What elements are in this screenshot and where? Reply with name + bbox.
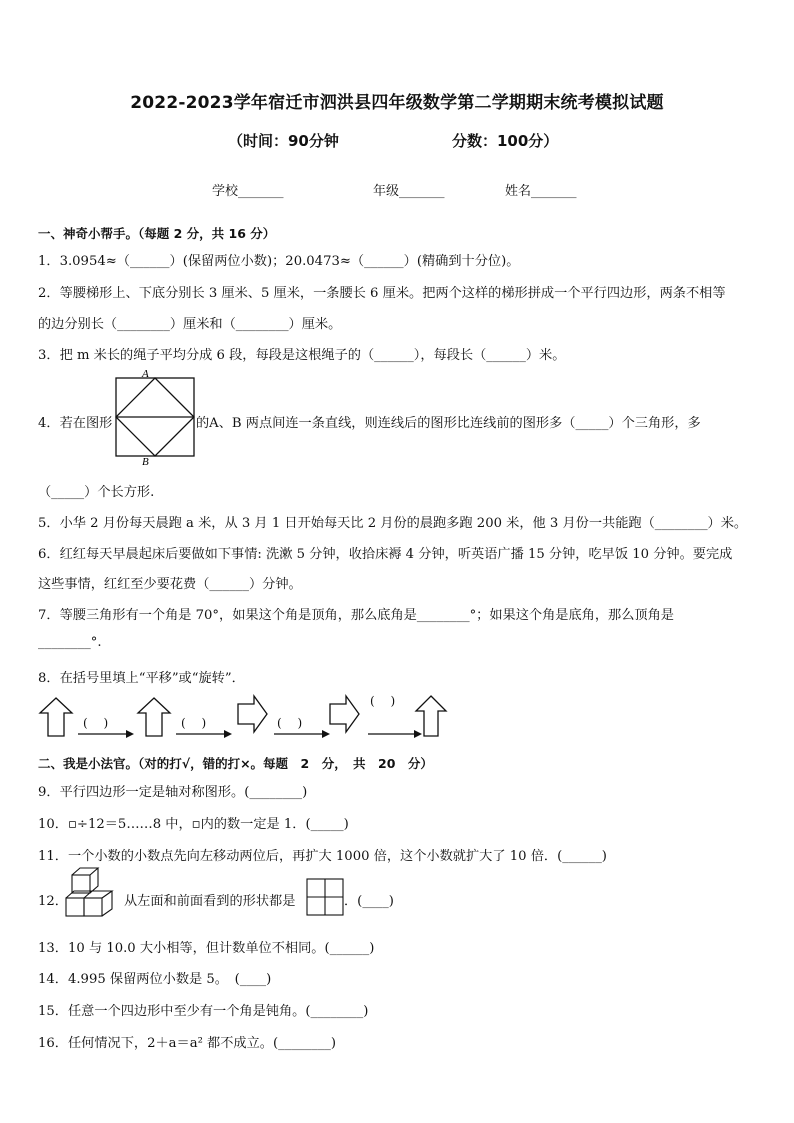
right-arrow-icon: [224, 730, 232, 738]
right-arrow-icon: [322, 730, 330, 738]
label-b: B: [142, 456, 149, 468]
question-3: 3．把 m 米长的绳子平均分成 6 段，每段是这根绳子的（______），每段长（______）米。: [38, 348, 566, 363]
question-1: 1．3.0954≈（______）(保留两位小数)；20.0473≈（______）(精确到十分位)。: [38, 254, 520, 269]
question-2-line2: 的边分别长（________）厘米和（________）厘米。: [38, 317, 342, 332]
exam-time: （时间：90分钟: [228, 132, 339, 150]
cube-stack-figure: [64, 866, 124, 918]
question-12-text: 从左面和前面看到的形状都是: [124, 894, 296, 909]
grid-shape-figure: [306, 878, 344, 916]
question-12-prefix: 12．: [38, 894, 68, 909]
question-7-line2: ________°.: [38, 635, 102, 650]
question-12-suffix: ．(____): [344, 894, 394, 909]
q8-blank-1: ( ): [83, 716, 109, 730]
page-title: 2022-2023学年宿迁市泗洪县四年级数学第二学期期末统考模拟试题: [130, 93, 664, 113]
right-arrow-icon: [414, 730, 422, 738]
question-9: 9．平行四边形一定是轴对称图形。(________): [38, 785, 308, 800]
question-16: 16．任何情况下，2＋a＝a² 都不成立。(________): [38, 1036, 337, 1051]
question-10: 10．▫÷12＝5……8 中，▫内的数一定是 1．(_____): [38, 817, 349, 832]
question-4-prefix: 4．若在图形: [38, 416, 113, 431]
name-field: 姓名_______: [505, 184, 577, 199]
question-4-line2: （_____）个长方形.: [38, 485, 155, 500]
right-arrow-icon: [126, 730, 134, 738]
right-block-arrow-icon: [238, 696, 267, 732]
up-arrow-icon: [416, 696, 446, 736]
square-rhombus-figure: [113, 368, 197, 466]
question-8: 8．在括号里填上“平移”或“旋转”．: [38, 671, 245, 686]
q8-blank-2: ( ): [181, 716, 207, 730]
question-15: 15．任意一个四边形中至少有一个角是钝角。(________): [38, 1004, 369, 1019]
question-6-line2: 这些事情，红红至少要花费（______）分钟。: [38, 577, 302, 592]
question-14: 14．4.995 保留两位小数是 5。 (____): [38, 972, 272, 987]
q8-blank-4: ( ): [370, 694, 396, 708]
up-arrow-icon: [138, 698, 170, 736]
exam-score: 分数：100分）: [452, 132, 559, 150]
right-block-arrow-icon: [330, 696, 359, 732]
grade-field: 年级_______: [373, 184, 445, 199]
section-1-heading: 一、神奇小帮手。（每题 2 分，共 16 分）: [38, 226, 276, 241]
question-2-line1: 2．等腰梯形上、下底分别长 3 厘米、5 厘米，一条腰长 6 厘米。把两个这样的梯形拼成一个平行四边形，两条不相等: [38, 286, 726, 301]
question-13: 13．10 与 10.0 大小相等，但计数单位不相同。(______): [38, 941, 375, 956]
question-5: 5．小华 2 月份每天晨跑 a 米，从 3 月 1 日开始每天比 2 月份的晨跑多跑 200 米，他 3 月份一共能跑（________）米。: [38, 516, 748, 531]
question-4-text: 的A、B 两点间连一条直线，则连线后的图形比连线前的图形多（_____）个三角形，多: [196, 416, 701, 431]
question-7-line1: 7．等腰三角形有一个角是 70°，如果这个角是顶角，那么底角是________°；如果这个角是底角，那么顶角是: [38, 608, 674, 623]
q8-blank-3: ( ): [277, 716, 303, 730]
question-11: 11．一个小数的小数点先向左移动两位后，再扩大 1000 倍，这个小数就扩大了 10 倍．(______): [38, 849, 607, 864]
school-field: 学校_______: [212, 184, 284, 199]
section-2-heading: 二、我是小法官。（对的打√，错的打×。每题 2 分， 共 20 分）: [38, 756, 433, 771]
question-6-line1: 6．红红每天早晨起床后要做如下事情: 洗漱 5 分钟，收拾床褥 4 分钟，听英语广播 15 分钟，吃早饭 10 分钟。要完成: [38, 547, 733, 562]
label-a: A: [142, 368, 149, 380]
up-arrow-icon: [40, 698, 72, 736]
